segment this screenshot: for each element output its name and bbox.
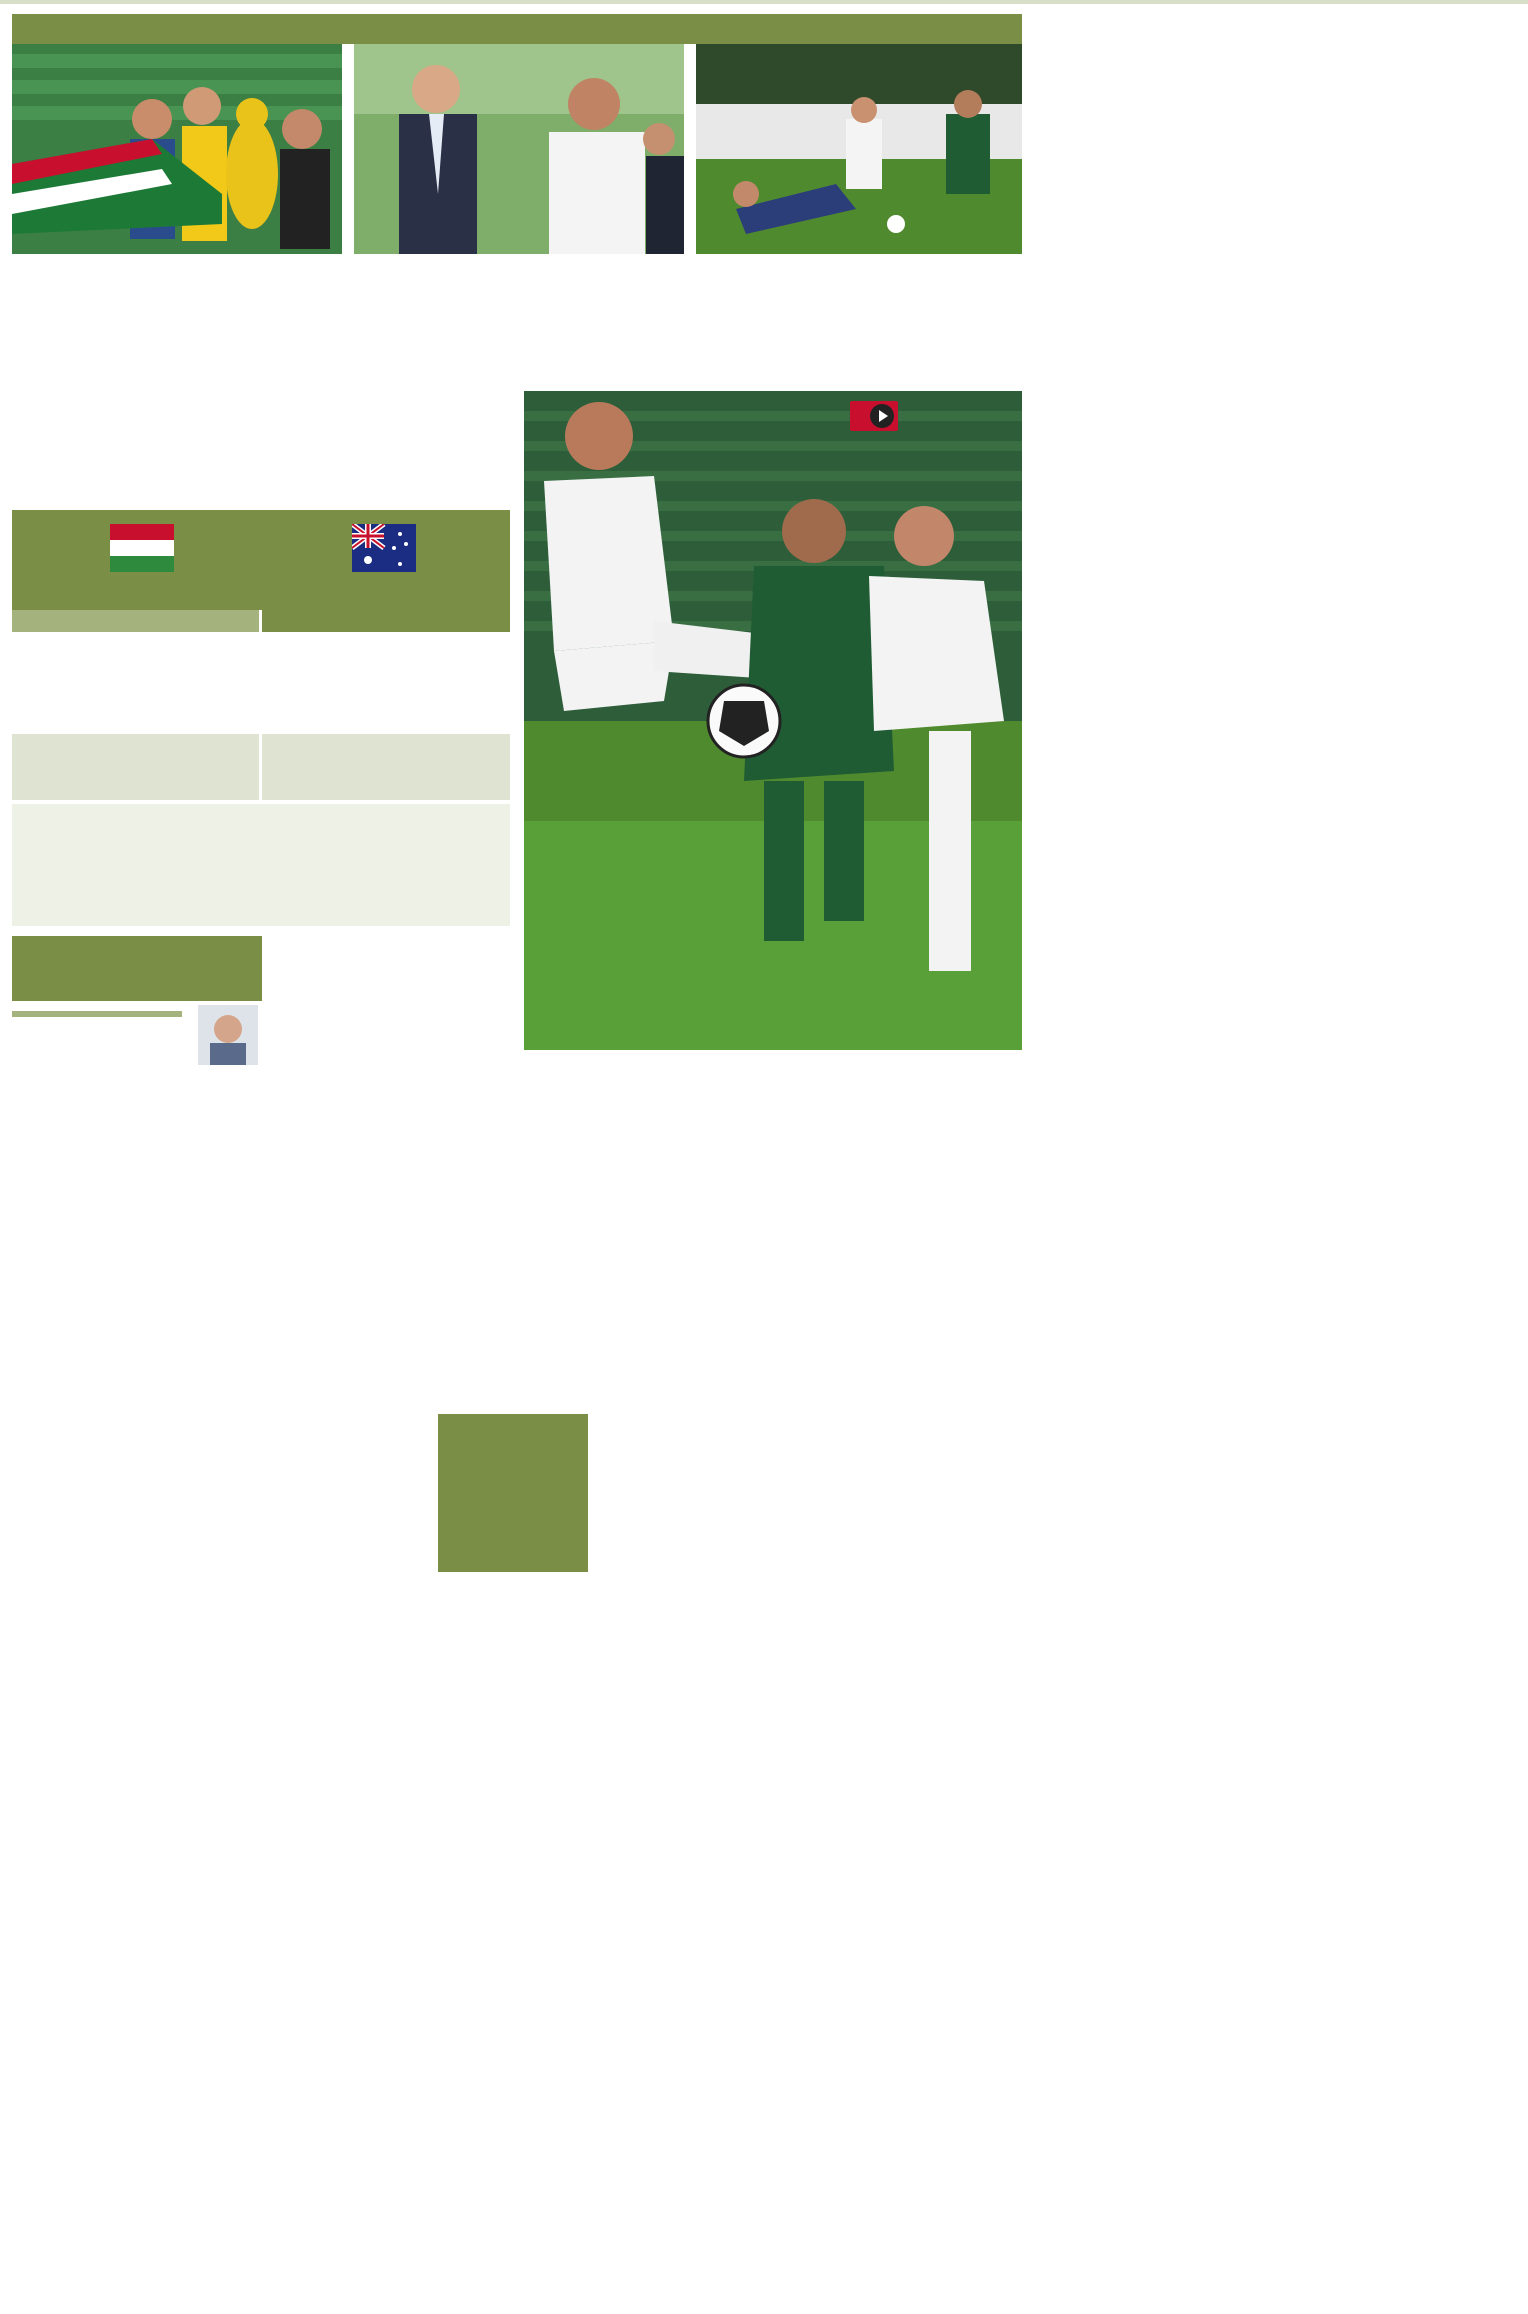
chance-photo-caption <box>696 259 702 277</box>
teams-block <box>182 520 342 524</box>
home-lineup-header <box>12 610 259 632</box>
pull-quote-box <box>438 1414 588 1572</box>
section-header <box>12 14 1022 44</box>
author-name <box>12 1011 182 1017</box>
article-third-column <box>598 1226 806 2310</box>
author-portrait <box>198 1005 258 1065</box>
coaches-photo <box>354 44 684 254</box>
away-subs <box>262 734 510 800</box>
rating-box <box>12 936 262 1000</box>
score-box <box>12 510 510 610</box>
australia-flag <box>352 524 416 572</box>
home-subs <box>12 734 259 800</box>
chance-photo <box>696 44 1022 254</box>
article-col-1 <box>12 1074 262 1554</box>
hungary-flag <box>110 524 174 572</box>
fans-photo-caption <box>12 259 18 277</box>
main-match-photo <box>524 391 1022 1050</box>
away-lineup-header <box>262 610 510 632</box>
author-box <box>12 1000 262 1066</box>
play-icon[interactable] <box>870 404 894 428</box>
fans-photo <box>12 44 342 254</box>
top-rule <box>0 0 1528 4</box>
gallery-badge[interactable] <box>850 401 898 431</box>
